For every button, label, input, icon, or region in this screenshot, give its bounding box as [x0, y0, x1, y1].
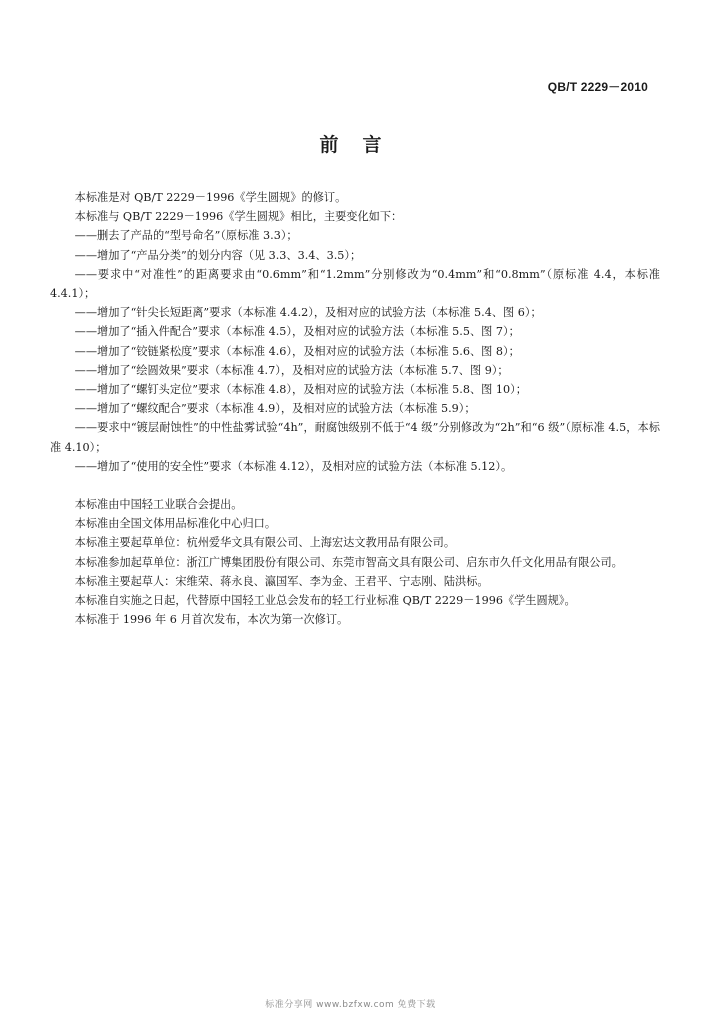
closing-paragraph: 本标准主要起草人：宋维荣、蒋永良、瀛国军、李为金、王君平、宁志刚、陆洪标。	[74, 574, 489, 588]
closing-paragraph: 本标准由中国轻工业联合会提出。	[74, 498, 243, 512]
change-item: ——增加了“螺钉头定位”要求（本标准 4.8），及相对应的试验方法（本标准 5.8、图 10）；	[74, 383, 527, 397]
change-item: ——要求中“对准性”的距离要求由“0.6mm”和“1.2mm”分别修改为“0.4mm”和“0.8mm”（原标准 4.4，本标准 4.4.1）；	[50, 267, 660, 301]
change-item: ——增加了“针尖长短距离”要求（本标准 4.4.2），及相对应的试验方法（本标准 5.4、图 6）；	[74, 306, 542, 320]
change-item: ——增加了“插入件配合”要求（本标准 4.5），及相对应的试验方法（本标准 5.5、图 7）；	[74, 325, 520, 339]
closing-paragraph: 本标准参加起草单位：浙江广博集团股份有限公司、东莞市智高文具有限公司、启东市久仟文化用品有限公司。	[74, 555, 623, 569]
document-body	[50, 188, 660, 629]
intro-paragraph: 本标准与 QB/T 2229－1996《学生圆规》相比，主要变化如下：	[74, 210, 403, 224]
closing-paragraph: 本标准自实施之日起，代替原中国轻工业总会发布的轻工行业标准 QB/T 2229－1996《学生圆规》。	[74, 594, 576, 608]
paragraph-gap	[50, 476, 660, 495]
intro-paragraph: 本标准是对 QB/T 2229－1996《学生圆规》的修订。	[74, 191, 347, 204]
change-item: ——删去了产品的“型号命名”（原标准 3.3）；	[74, 229, 298, 243]
page-title: 前言	[319, 134, 406, 156]
closing-paragraph: 本标准于 1996 年 6 月首次发布，本次为第一次修订。	[74, 613, 349, 627]
standard-number: QB/T 2229－2010	[547, 80, 648, 94]
change-item: ——增加了“使用的安全性”要求（本标准 4.12），及相对应的试验方法（本标准 5.12）。	[74, 459, 513, 473]
closing-paragraph: 本标准主要起草单位：杭州爱华文具有限公司、上海宏达文教用品有限公司。	[74, 536, 456, 550]
change-item: ——增加了“铰链紧松度”要求（本标准 4.6），及相对应的试验方法（本标准 5.6、图 8）；	[74, 344, 520, 358]
change-item: ——增加了“螺纹配合”要求（本标准 4.9），及相对应的试验方法（本标准 5.9）；	[74, 402, 476, 416]
footer-watermark: 标准分享网 www.bzfxw.com 免费下载	[265, 1000, 436, 1010]
closing-paragraph: 本标准由全国文体用品标准化中心归口。	[74, 517, 277, 531]
change-item: ——要求中“镀层耐蚀性”的中性盐雾试验“4h”，耐腐蚀级别不低于“4 级”分别修改为“2h”和“6 级”（原标准 4.5，本标准 4.10）；	[50, 421, 660, 454]
change-item: ——增加了“产品分类”的划分内容（见 3.3、3.4、3.5）；	[74, 248, 362, 262]
change-item: ——增加了“绘圆效果”要求（本标准 4.7），及相对应的试验方法（本标准 5.7、图 9）；	[74, 363, 509, 377]
